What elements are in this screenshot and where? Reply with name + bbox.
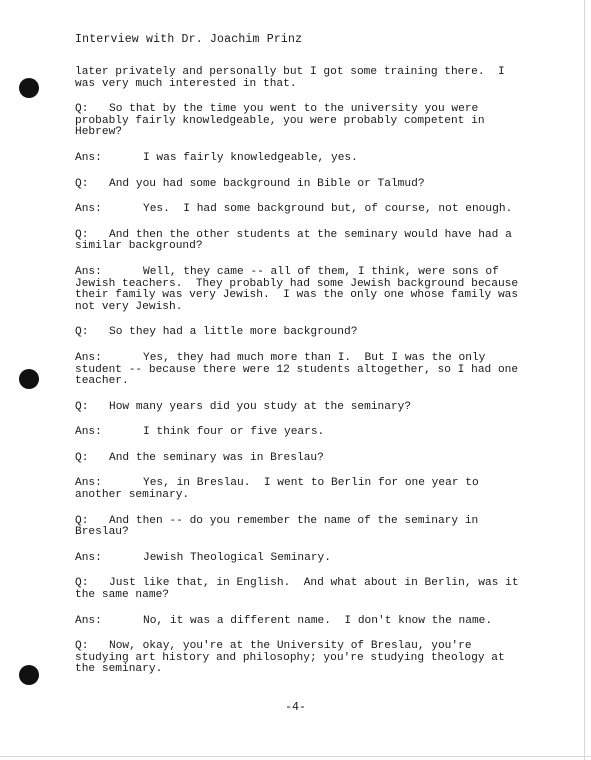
transcript-paragraph <box>75 267 525 313</box>
page-number: -4- <box>285 701 306 714</box>
transcript-paragraph <box>75 427 525 439</box>
speaker-label: Ans: <box>75 351 102 364</box>
speaker-label: Ans: <box>75 614 102 627</box>
paragraph-text: Now, okay, you're at the University of Breslau, you're studying art history and philosophy; you're studying theology at the seminary. <box>75 640 512 676</box>
speaker-label: Q: <box>75 451 89 464</box>
transcript-paragraph <box>75 402 525 414</box>
transcript-paragraph <box>75 104 525 139</box>
speaker-label: Q: <box>75 228 89 241</box>
transcript-paragraph <box>75 578 525 601</box>
transcript-paragraph <box>75 641 525 676</box>
paragraph-text: And the seminary was in Breslau? <box>109 451 324 464</box>
speaker-label: Q: <box>75 326 89 339</box>
transcript-paragraph <box>75 153 525 165</box>
speaker-label: Ans: <box>75 477 102 490</box>
page-header: Interview with Dr. Joachim Prinz <box>75 33 303 46</box>
page-edge-right <box>584 0 585 760</box>
paragraph-text: Yes, in Breslau. I went to Berlin for one year to another seminary. <box>75 477 486 502</box>
paragraph-text: later privately and personally but I got some training there. I was very much interested in that. <box>75 66 512 90</box>
speaker-label: Q: <box>75 103 89 116</box>
speaker-label: Ans: <box>75 551 102 564</box>
paragraph-text: I think four or five years. <box>143 426 325 439</box>
punch-hole-top <box>19 78 39 98</box>
speaker-label: Ans: <box>75 426 102 439</box>
transcript-paragraph <box>75 327 525 339</box>
transcript-paragraph <box>75 353 525 388</box>
speaker-label: Ans: <box>75 151 102 164</box>
paragraph-text: Jewish Theological Seminary. <box>143 551 331 564</box>
transcript-paragraph <box>75 516 525 539</box>
paragraph-text: So that by the time you went to the university you were probably fairly knowledgeable, you were probably competent in Hebrew? <box>75 103 492 139</box>
punch-hole-middle <box>19 369 39 389</box>
paragraph-text: Well, they came -- all of them, I think, were sons of Jewish teachers. They probably had some Jewish background because their family was very Jewish. I was the only one whose family was not very Jewish. <box>75 265 525 313</box>
transcript-paragraph <box>75 179 525 191</box>
speaker-label: Q: <box>75 400 89 413</box>
punch-hole-bottom <box>19 665 39 685</box>
paragraph-text: Yes. I had some background but, of course, not enough. <box>143 203 513 216</box>
speaker-label: Ans: <box>75 203 102 216</box>
paragraph-text: And then -- do you remember the name of the seminary in Breslau? <box>75 514 485 539</box>
speaker-label: Q: <box>75 640 89 653</box>
speaker-label: Ans: <box>75 265 102 278</box>
transcript-paragraph <box>75 616 525 628</box>
paragraph-text: Just like that, in English. And what about in Berlin, was it the same name? <box>75 577 526 602</box>
transcript-paragraph <box>75 453 525 465</box>
transcript-paragraph <box>75 230 525 253</box>
paragraph-text: Yes, they had much more than I. But I was the only student -- because there were 12 students altogether, so I had one teacher. <box>75 351 525 388</box>
paragraph-text: And then the other students at the seminary would have had a similar background? <box>75 228 519 253</box>
paragraph-text: So they had a little more background? <box>109 326 358 339</box>
page-edge-bottom <box>0 756 591 757</box>
transcript-paragraph <box>75 204 525 216</box>
paragraph-text: How many years did you study at the seminary? <box>109 400 412 413</box>
paragraph-text: And you had some background in Bible or Talmud? <box>109 177 425 190</box>
speaker-label: Q: <box>75 177 89 190</box>
transcript-paragraph <box>75 478 525 501</box>
transcript-paragraph <box>75 67 525 90</box>
paragraph-text: No, it was a different name. I don't know the name. <box>143 614 493 627</box>
transcript-paragraph <box>75 553 525 565</box>
paragraph-text: I was fairly knowledgeable, yes. <box>143 151 358 164</box>
transcript-body <box>75 67 525 690</box>
speaker-label: Q: <box>75 577 89 590</box>
speaker-label: Q: <box>75 514 89 527</box>
